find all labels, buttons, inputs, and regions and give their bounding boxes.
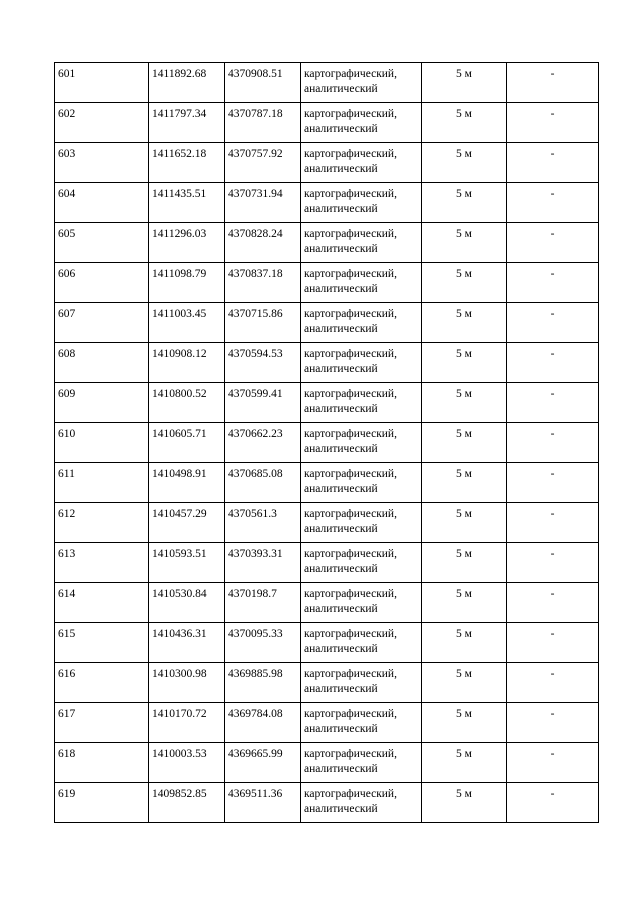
description-cell: - — [507, 703, 599, 743]
method-cell: картографический, аналитический — [301, 303, 422, 343]
y-coordinate-cell: 4370599.41 — [225, 383, 301, 423]
x-coordinate-cell: 1410436.31 — [149, 623, 225, 663]
description-cell: - — [507, 63, 599, 103]
description-cell: - — [507, 223, 599, 263]
x-coordinate-cell: 1410908.12 — [149, 343, 225, 383]
point-number-cell: 619 — [55, 783, 149, 823]
method-cell: картографический, аналитический — [301, 63, 422, 103]
description-cell: - — [507, 343, 599, 383]
accuracy-cell: 5 м — [422, 383, 507, 423]
description-cell: - — [507, 503, 599, 543]
accuracy-cell: 5 м — [422, 503, 507, 543]
table-row — [55, 623, 599, 663]
method-cell: картографический, аналитический — [301, 663, 422, 703]
y-coordinate-cell: 4370828.24 — [225, 223, 301, 263]
x-coordinate-cell: 1411003.45 — [149, 303, 225, 343]
description-cell: - — [507, 583, 599, 623]
x-coordinate-cell: 1410800.52 — [149, 383, 225, 423]
y-coordinate-cell: 4369885.98 — [225, 663, 301, 703]
coordinates-table — [54, 62, 599, 823]
x-coordinate-cell: 1410498.91 — [149, 463, 225, 503]
table-row — [55, 743, 599, 783]
table-row — [55, 503, 599, 543]
x-coordinate-cell: 1411296.03 — [149, 223, 225, 263]
table-row — [55, 263, 599, 303]
description-cell: - — [507, 183, 599, 223]
description-cell: - — [507, 543, 599, 583]
description-cell: - — [507, 263, 599, 303]
accuracy-cell: 5 м — [422, 743, 507, 783]
method-cell: картографический, аналитический — [301, 783, 422, 823]
point-number-cell: 602 — [55, 103, 149, 143]
table-row — [55, 583, 599, 623]
table-row — [55, 103, 599, 143]
point-number-cell: 607 — [55, 303, 149, 343]
table-row — [55, 183, 599, 223]
table-row — [55, 383, 599, 423]
point-number-cell: 603 — [55, 143, 149, 183]
accuracy-cell: 5 м — [422, 263, 507, 303]
y-coordinate-cell: 4370198.7 — [225, 583, 301, 623]
accuracy-cell: 5 м — [422, 543, 507, 583]
description-cell: - — [507, 383, 599, 423]
point-number-cell: 601 — [55, 63, 149, 103]
accuracy-cell: 5 м — [422, 103, 507, 143]
table-row — [55, 463, 599, 503]
accuracy-cell: 5 м — [422, 663, 507, 703]
description-cell: - — [507, 463, 599, 503]
y-coordinate-cell: 4370095.33 — [225, 623, 301, 663]
x-coordinate-cell: 1411652.18 — [149, 143, 225, 183]
accuracy-cell: 5 м — [422, 423, 507, 463]
y-coordinate-cell: 4370731.94 — [225, 183, 301, 223]
point-number-cell: 612 — [55, 503, 149, 543]
accuracy-cell: 5 м — [422, 623, 507, 663]
x-coordinate-cell: 1411098.79 — [149, 263, 225, 303]
table-row — [55, 63, 599, 103]
point-number-cell: 618 — [55, 743, 149, 783]
table-row — [55, 223, 599, 263]
x-coordinate-cell: 1410530.84 — [149, 583, 225, 623]
table-row — [55, 783, 599, 823]
y-coordinate-cell: 4369784.08 — [225, 703, 301, 743]
x-coordinate-cell: 1410593.51 — [149, 543, 225, 583]
description-cell: - — [507, 103, 599, 143]
point-number-cell: 617 — [55, 703, 149, 743]
y-coordinate-cell: 4370715.86 — [225, 303, 301, 343]
point-number-cell: 605 — [55, 223, 149, 263]
method-cell: картографический, аналитический — [301, 383, 422, 423]
method-cell: картографический, аналитический — [301, 503, 422, 543]
point-number-cell: 608 — [55, 343, 149, 383]
x-coordinate-cell: 1410457.29 — [149, 503, 225, 543]
method-cell: картографический, аналитический — [301, 583, 422, 623]
description-cell: - — [507, 303, 599, 343]
y-coordinate-cell: 4370908.51 — [225, 63, 301, 103]
accuracy-cell: 5 м — [422, 703, 507, 743]
table-row — [55, 423, 599, 463]
x-coordinate-cell: 1409852.85 — [149, 783, 225, 823]
y-coordinate-cell: 4370837.18 — [225, 263, 301, 303]
y-coordinate-cell: 4370787.18 — [225, 103, 301, 143]
table-row — [55, 343, 599, 383]
method-cell: картографический, аналитический — [301, 103, 422, 143]
accuracy-cell: 5 м — [422, 143, 507, 183]
y-coordinate-cell: 4370757.92 — [225, 143, 301, 183]
description-cell: - — [507, 623, 599, 663]
table-row — [55, 303, 599, 343]
accuracy-cell: 5 м — [422, 303, 507, 343]
y-coordinate-cell: 4369511.36 — [225, 783, 301, 823]
method-cell: картографический, аналитический — [301, 343, 422, 383]
point-number-cell: 610 — [55, 423, 149, 463]
description-cell: - — [507, 743, 599, 783]
point-number-cell: 613 — [55, 543, 149, 583]
description-cell: - — [507, 783, 599, 823]
method-cell: картографический, аналитический — [301, 263, 422, 303]
point-number-cell: 614 — [55, 583, 149, 623]
point-number-cell: 615 — [55, 623, 149, 663]
y-coordinate-cell: 4370561.3 — [225, 503, 301, 543]
description-cell: - — [507, 143, 599, 183]
description-cell: - — [507, 663, 599, 703]
x-coordinate-cell: 1410300.98 — [149, 663, 225, 703]
method-cell: картографический, аналитический — [301, 543, 422, 583]
y-coordinate-cell: 4370685.08 — [225, 463, 301, 503]
method-cell: картографический, аналитический — [301, 743, 422, 783]
table-row — [55, 703, 599, 743]
y-coordinate-cell: 4369665.99 — [225, 743, 301, 783]
method-cell: картографический, аналитический — [301, 703, 422, 743]
point-number-cell: 604 — [55, 183, 149, 223]
x-coordinate-cell: 1410170.72 — [149, 703, 225, 743]
point-number-cell: 609 — [55, 383, 149, 423]
accuracy-cell: 5 м — [422, 183, 507, 223]
accuracy-cell: 5 м — [422, 343, 507, 383]
method-cell: картографический, аналитический — [301, 183, 422, 223]
method-cell: картографический, аналитический — [301, 223, 422, 263]
table-row — [55, 143, 599, 183]
coordinates-table-body — [55, 63, 599, 823]
point-number-cell: 611 — [55, 463, 149, 503]
accuracy-cell: 5 м — [422, 63, 507, 103]
table-row — [55, 543, 599, 583]
method-cell: картографический, аналитический — [301, 463, 422, 503]
table-row — [55, 663, 599, 703]
method-cell: картографический, аналитический — [301, 423, 422, 463]
y-coordinate-cell: 4370393.31 — [225, 543, 301, 583]
point-number-cell: 616 — [55, 663, 149, 703]
y-coordinate-cell: 4370662.23 — [225, 423, 301, 463]
x-coordinate-cell: 1411435.51 — [149, 183, 225, 223]
y-coordinate-cell: 4370594.53 — [225, 343, 301, 383]
x-coordinate-cell: 1410605.71 — [149, 423, 225, 463]
accuracy-cell: 5 м — [422, 583, 507, 623]
method-cell: картографический, аналитический — [301, 143, 422, 183]
accuracy-cell: 5 м — [422, 783, 507, 823]
accuracy-cell: 5 м — [422, 223, 507, 263]
accuracy-cell: 5 м — [422, 463, 507, 503]
x-coordinate-cell: 1410003.53 — [149, 743, 225, 783]
method-cell: картографический, аналитический — [301, 623, 422, 663]
description-cell: - — [507, 423, 599, 463]
point-number-cell: 606 — [55, 263, 149, 303]
x-coordinate-cell: 1411797.34 — [149, 103, 225, 143]
x-coordinate-cell: 1411892.68 — [149, 63, 225, 103]
